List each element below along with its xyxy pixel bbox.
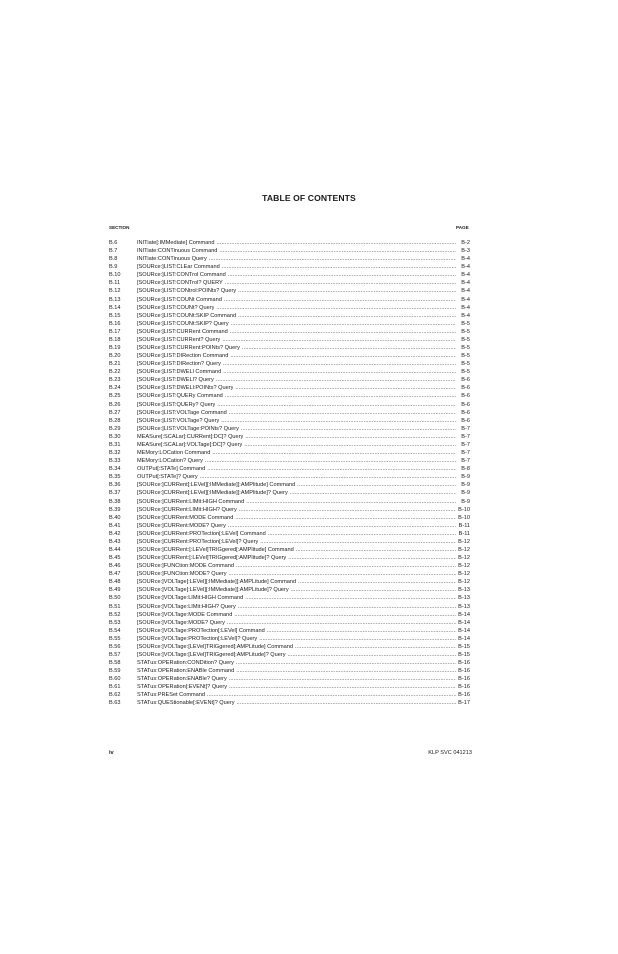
- toc-entry[interactable]: [109, 627, 470, 635]
- toc-entry-title: OUTPut[:STATe]? Query: [137, 474, 198, 481]
- toc-leader-dots: [239, 506, 456, 514]
- toc-entry-title: STATus:OPERation:ENABle? Query: [137, 676, 227, 683]
- toc-entry[interactable]: [109, 691, 470, 699]
- toc-leader-dots: [236, 659, 456, 667]
- toc-section-number: B.44: [109, 546, 121, 553]
- toc-leader-dots: [236, 562, 456, 570]
- toc-section-number: B.40: [109, 514, 121, 521]
- toc-entry[interactable]: [109, 514, 470, 522]
- toc-section-number: B.19: [109, 345, 121, 352]
- toc-entry[interactable]: [109, 546, 470, 554]
- toc-entry[interactable]: [109, 336, 470, 344]
- toc-entry-title: [SOURce:]CURRent:[:LEVel]TRIGgered[:AMPlitude]? Query: [137, 555, 287, 562]
- toc-entry-title: [SOURce:]CURRent:PROTection[:LEVel]? Query: [137, 538, 259, 545]
- toc-entry[interactable]: [109, 449, 470, 457]
- toc-section-number: B.16: [109, 320, 121, 327]
- toc-entry[interactable]: [109, 296, 470, 304]
- toc-section-number: B.15: [109, 312, 121, 319]
- toc-section-number: B.58: [109, 660, 121, 667]
- toc-leader-dots: [246, 498, 456, 506]
- toc-entry[interactable]: [109, 586, 470, 594]
- toc-entry-title: [SOURce:]CURRent:LIMit:HIGH? Query: [137, 506, 237, 513]
- toc-section-number: B.30: [109, 433, 121, 440]
- toc-section-number: B.63: [109, 700, 121, 707]
- toc-entry-title: [SOURce:]FUNCtion:MODE? Query: [137, 571, 227, 578]
- toc-page-number: B-11: [458, 522, 470, 529]
- toc-section-number: B.7: [109, 248, 118, 255]
- toc-page-number: B-13: [458, 603, 470, 610]
- toc-page-number: B-14: [458, 619, 470, 626]
- toc-page-number: B-5: [461, 369, 470, 376]
- toc-section-number: B.6: [109, 240, 118, 246]
- toc-page-number: B-9: [461, 474, 470, 481]
- toc-leader-dots: [297, 481, 456, 489]
- toc-entry-title: [SOURce:]LIST:VOLTage Command: [137, 409, 227, 416]
- toc-page-number: B-16: [458, 692, 470, 699]
- toc-entry-title: [SOURce:]LIST:VOLTage:POINts? Query: [137, 425, 239, 432]
- toc-entry[interactable]: [109, 304, 470, 312]
- toc-leader-dots: [223, 368, 456, 376]
- toc-entry[interactable]: [109, 344, 470, 352]
- toc-section-number: B.22: [109, 369, 121, 376]
- toc-page-number: B-5: [461, 336, 470, 343]
- toc-section-number: B.34: [109, 466, 121, 473]
- toc-page-number: B-5: [461, 353, 470, 360]
- page-title: TABLE OF CONTENTS: [262, 193, 356, 203]
- toc-page-number: B-8: [461, 466, 470, 473]
- toc-entry-title: [SOURce:]LIST:CONTrol Command: [137, 272, 226, 279]
- toc-leader-dots: [242, 344, 456, 352]
- toc-entry-title: STATus:OPERation:CONDition? Query: [137, 660, 234, 667]
- toc-leader-dots: [267, 627, 456, 635]
- toc-page-number: B-3: [461, 248, 470, 255]
- toc-page-number: B-4: [461, 272, 470, 279]
- toc-section-number: B.42: [109, 530, 121, 537]
- toc-page-number: B-15: [458, 651, 470, 658]
- toc-leader-dots: [245, 433, 456, 441]
- toc-section-number: B.12: [109, 288, 121, 295]
- toc-section-number: B.62: [109, 692, 121, 699]
- toc-page-number: B-4: [461, 296, 470, 303]
- toc-section-number: B.57: [109, 651, 121, 658]
- toc-leader-dots: [200, 473, 456, 481]
- toc-entry-title: [SOURce:]VOLTage:PROTection[:LEVel] Command: [137, 627, 265, 634]
- toc-entry[interactable]: [109, 401, 470, 409]
- toc-entry[interactable]: [109, 247, 470, 255]
- toc-section-number: B.13: [109, 296, 121, 303]
- toc-leader-dots: [241, 425, 456, 433]
- toc-entry-title: [SOURce:]CURRent[:LEVel][:IMMediate][:AMPlitude]? Query: [137, 490, 288, 497]
- toc-entry-title: [SOURce:]LIST:QUERy? Query: [137, 401, 216, 408]
- toc-section-number: B.36: [109, 482, 121, 489]
- toc-page-number: B-4: [461, 288, 470, 295]
- toc-section-number: B.56: [109, 643, 121, 650]
- toc-page-number: B-2: [461, 240, 470, 246]
- toc-entry[interactable]: [109, 279, 470, 287]
- toc-section-number: B.38: [109, 498, 121, 505]
- toc-page-number: B-4: [461, 280, 470, 287]
- toc-section-number: B.27: [109, 409, 121, 416]
- toc-entry[interactable]: [109, 570, 470, 578]
- toc-page-number: B-14: [458, 611, 470, 618]
- toc-leader-dots: [245, 594, 456, 602]
- toc-entry[interactable]: [109, 611, 470, 619]
- toc-entry[interactable]: [109, 263, 470, 271]
- toc-entry-title: [SOURce:]CURRent:LIMit:HIGH Command: [137, 498, 245, 505]
- toc-section-number: B.39: [109, 506, 121, 513]
- toc-page-number: B-7: [461, 425, 470, 432]
- toc-section-number: B.31: [109, 441, 121, 448]
- toc-leader-dots: [227, 619, 456, 627]
- toc-section-number: B.35: [109, 474, 121, 481]
- toc-section-number: B.17: [109, 328, 121, 335]
- toc-section-number: B.21: [109, 361, 121, 368]
- toc-entry[interactable]: [109, 481, 470, 489]
- toc-leader-dots: [296, 546, 456, 554]
- toc-leader-dots: [212, 449, 456, 457]
- toc-section-number: B.49: [109, 587, 121, 594]
- toc-section-number: B.50: [109, 595, 121, 602]
- toc-entry-title: [SOURce:]LIST:COUNt Command: [137, 296, 222, 303]
- toc-leader-dots: [259, 635, 456, 643]
- toc-leader-dots: [217, 401, 456, 409]
- toc-entry-title: [SOURce:]LIST:COUNt:SKIP? Query: [137, 320, 229, 327]
- toc-section-number: B.46: [109, 563, 121, 570]
- toc-leader-dots: [288, 651, 456, 659]
- toc-section-number: B.8: [109, 256, 118, 263]
- toc-entry-title: [SOURce:]CURRent:PROTection[:LEVel] Command: [137, 530, 266, 537]
- toc-page-number: B-10: [458, 506, 470, 513]
- toc-entry-title: [SOURce:]CURRent:MODE Command: [137, 514, 234, 521]
- toc-leader-dots: [238, 287, 456, 295]
- toc-page-number: B-12: [458, 538, 470, 545]
- toc-page-number: B-12: [458, 563, 470, 570]
- toc-leader-dots: [224, 296, 456, 304]
- toc-section-number: B.28: [109, 417, 121, 424]
- toc-page-number: B-5: [461, 328, 470, 335]
- toc-entry[interactable]: [109, 433, 470, 441]
- toc-entry-title: MEMory:LOCation Command: [137, 450, 211, 457]
- toc-entry-title: [SOURce:]LIST:DIRection? Query: [137, 361, 221, 368]
- toc-entry[interactable]: [109, 239, 470, 247]
- toc-entry-title: [SOURce:]LIST:CONtrol:POINts? Query: [137, 288, 237, 295]
- toc-leader-dots: [225, 392, 456, 400]
- toc-entry[interactable]: [109, 699, 470, 707]
- toc-page-number: B-6: [461, 393, 470, 400]
- toc-entry[interactable]: [109, 409, 470, 417]
- toc-section-number: B.33: [109, 458, 121, 465]
- toc-leader-dots: [216, 304, 456, 312]
- toc-entry-title: [SOURce:]LIST:CURRent Command: [137, 328, 228, 335]
- toc-page-number: B-5: [461, 361, 470, 368]
- toc-entry-title: MEASure[:SCALar]:CURRent[:DC]? Query: [137, 433, 244, 440]
- toc-page-number: B-9: [461, 482, 470, 489]
- toc-leader-dots: [228, 522, 456, 530]
- toc-section-number: B.60: [109, 676, 121, 683]
- toc-page-number: B-9: [461, 490, 470, 497]
- toc-entry-title: [SOURce:]VOLTage:LIMit:HIGH? Query: [137, 603, 236, 610]
- toc-section-number: B.53: [109, 619, 121, 626]
- toc-entry-title: [SOURce:]CURRent:[:LEVel]TRIGgered[:AMPlitude] Command: [137, 546, 294, 553]
- toc-leader-dots: [237, 699, 456, 707]
- toc-entry[interactable]: [109, 352, 470, 360]
- toc-entry[interactable]: [109, 384, 470, 392]
- toc-page-number: B-5: [461, 345, 470, 352]
- toc-page-number: B-7: [461, 450, 470, 457]
- toc-page-number: B-16: [458, 684, 470, 691]
- toc-page-number: B-5: [461, 320, 470, 327]
- toc-entry[interactable]: [109, 659, 470, 667]
- toc-page-number: B-7: [461, 458, 470, 465]
- toc-section-number: B.48: [109, 579, 121, 586]
- toc-entry[interactable]: [109, 506, 470, 514]
- toc-page-number: B-4: [461, 304, 470, 311]
- toc-leader-dots: [295, 643, 456, 651]
- toc-page-number: B-14: [458, 627, 470, 634]
- toc-section-number: B.51: [109, 603, 121, 610]
- toc-entry[interactable]: [109, 594, 470, 602]
- toc-leader-dots: [234, 611, 456, 619]
- toc-leader-dots: [229, 570, 456, 578]
- toc-leader-dots: [216, 376, 456, 384]
- toc-section-number: B.18: [109, 336, 121, 343]
- toc-entry-title: [SOURce:]LIST:COUNt:SKIP Command: [137, 312, 237, 319]
- toc-page-number: B-6: [461, 377, 470, 384]
- toc-entry[interactable]: [109, 376, 470, 384]
- toc-entry[interactable]: [109, 538, 470, 546]
- toc-leader-dots: [238, 312, 456, 320]
- toc-entry[interactable]: [109, 489, 470, 497]
- toc-entry[interactable]: [109, 675, 470, 683]
- toc-page-number: B-10: [458, 514, 470, 521]
- toc-leader-dots: [205, 457, 456, 465]
- toc-entry-title: [SOURce:]FUNCtion:MODE Command: [137, 563, 234, 570]
- toc-entry[interactable]: [109, 465, 470, 473]
- toc-entry-title: [SOURce:]LIST:VOLTage? Query: [137, 417, 220, 424]
- toc-entry-title: [SOURce:]VOLTage:MODE? Query: [137, 619, 225, 626]
- toc-entry[interactable]: [109, 667, 470, 675]
- toc-entry[interactable]: [109, 417, 470, 425]
- toc-entry-title: [SOURce:]LIST:DWELl? Query: [137, 377, 214, 384]
- toc-entry[interactable]: [109, 287, 470, 295]
- toc-entry-title: [SOURce:]LIST:DWELl Command: [137, 369, 222, 376]
- toc-leader-dots: [230, 352, 456, 360]
- toc-page-number: B-13: [458, 595, 470, 602]
- toc-leader-dots: [260, 538, 456, 546]
- toc-leader-dots: [217, 239, 456, 247]
- toc-section-number: B.24: [109, 385, 121, 392]
- toc-entry-title: [SOURce:]LIST:QUERy Command: [137, 393, 223, 400]
- toc-section-number: B.9: [109, 264, 118, 271]
- toc-entry-title: INITiate[:IMMediate] Command: [137, 240, 215, 246]
- toc-leader-dots: [221, 417, 456, 425]
- toc-entry[interactable]: [109, 643, 470, 651]
- toc-section-number: B.11: [109, 280, 121, 287]
- toc-page-number: B-12: [458, 579, 470, 586]
- toc-entry-title: [SOURce:]VOLTage:MODE Command: [137, 611, 233, 618]
- toc-page-number: B-12: [458, 555, 470, 562]
- toc-leader-dots: [231, 320, 456, 328]
- toc-page-number: B-14: [458, 635, 470, 642]
- toc-page-number: B-16: [458, 668, 470, 675]
- toc-leader-dots: [235, 514, 456, 522]
- toc-section-number: B.29: [109, 425, 121, 432]
- toc-entry[interactable]: [109, 360, 470, 368]
- toc-entry-title: [SOURce:]CURRent:MODE? Query: [137, 522, 226, 529]
- toc-section-number: B.10: [109, 272, 121, 279]
- toc-page-number: B-6: [461, 409, 470, 416]
- toc-entry[interactable]: [109, 425, 470, 433]
- toc-entry-title: [SOURce:]LIST:CURRent:POINts? Query: [137, 345, 240, 352]
- toc-entry-title: [SOURce:]VOLTage:LIMit:HIGH Command: [137, 595, 244, 602]
- toc-entry[interactable]: [109, 603, 470, 611]
- toc-entry-title: [SOURce:]VOLTage[:LEVel][:IMMediate][:AMPLitude] Command: [137, 579, 297, 586]
- toc-entry[interactable]: [109, 255, 470, 263]
- toc-entry-title: [SOURce:]LIST:CONTrol? QUERY: [137, 280, 223, 287]
- toc-page-number: B-7: [461, 433, 470, 440]
- toc-entry-title: [SOURce:]LIST:DWELl:POINts? Query: [137, 385, 234, 392]
- toc-entry[interactable]: [109, 368, 470, 376]
- toc-leader-dots: [229, 675, 456, 683]
- toc-page-number: B-6: [461, 401, 470, 408]
- toc-leader-dots: [230, 328, 456, 336]
- toc-entry[interactable]: [109, 578, 470, 586]
- toc-entry[interactable]: [109, 441, 470, 449]
- toc-entry-title: INITiate:CONTinuous Query: [137, 256, 207, 263]
- toc-page-number: B-4: [461, 312, 470, 319]
- toc-leader-dots: [298, 578, 456, 586]
- toc-section-number: B.26: [109, 401, 121, 408]
- toc-page-number: B-16: [458, 660, 470, 667]
- toc-entry[interactable]: [109, 498, 470, 506]
- toc-entry[interactable]: [109, 328, 470, 336]
- toc-entry-title: [SOURce:]VOLTage:[LEVel]TRIGgered[:AMPLitude] Command: [137, 643, 293, 650]
- toc-entry[interactable]: [109, 683, 470, 691]
- toc-leader-dots: [228, 271, 456, 279]
- toc-entry[interactable]: [109, 619, 470, 627]
- toc-page-number: B-4: [461, 256, 470, 263]
- toc-page-number: B-9: [461, 498, 470, 505]
- toc-entry-title: STATus:PRESet Command: [137, 692, 205, 699]
- toc-entry-title: [SOURce:]CURRent[:LEVel][:IMMediate][:AMPlitude] Command: [137, 482, 296, 489]
- toc-entry[interactable]: [109, 554, 470, 562]
- toc-leader-dots: [244, 441, 456, 449]
- toc-entry-title: [SOURce:]LIST:CLEar Command: [137, 264, 220, 271]
- toc-list: [109, 239, 470, 708]
- toc-page-number: B-17: [458, 700, 470, 707]
- toc-entry[interactable]: [109, 651, 470, 659]
- toc-section-number: B.37: [109, 490, 121, 497]
- toc-section-number: B.52: [109, 611, 121, 618]
- toc-entry[interactable]: [109, 312, 470, 320]
- toc-leader-dots: [207, 691, 456, 699]
- toc-page-number: B-16: [458, 676, 470, 683]
- toc-leader-dots: [209, 255, 456, 263]
- toc-leader-dots: [238, 603, 456, 611]
- toc-section-number: B.45: [109, 555, 121, 562]
- toc-page-number: B-13: [458, 587, 470, 594]
- page-column-header: PAGE: [456, 225, 469, 230]
- toc-section-number: B.54: [109, 627, 121, 634]
- toc-leader-dots: [225, 279, 456, 287]
- toc-section-number: B.20: [109, 353, 121, 360]
- toc-section-number: B.55: [109, 635, 121, 642]
- toc-section-number: B.47: [109, 571, 121, 578]
- toc-entry-title: [SOURce:]VOLTage[:LEVel][:IMMediate][:AMPLitude]? Query: [137, 587, 289, 594]
- page-number: iv: [109, 750, 114, 756]
- toc-entry[interactable]: [109, 562, 470, 570]
- toc-entry[interactable]: [109, 530, 470, 538]
- toc-page-number: B-4: [461, 264, 470, 271]
- toc-section-number: B.61: [109, 684, 121, 691]
- toc-leader-dots: [268, 530, 456, 538]
- document-code: KLP SVC 041213: [428, 750, 472, 756]
- toc-entry-title: STATus:OPERation:ENABle Command: [137, 668, 235, 675]
- toc-section-number: B.41: [109, 522, 121, 529]
- toc-section-number: B.14: [109, 304, 121, 311]
- toc-entry[interactable]: [109, 635, 470, 643]
- toc-page-number: B-7: [461, 441, 470, 448]
- toc-section-number: B.32: [109, 450, 121, 457]
- toc-leader-dots: [229, 409, 456, 417]
- toc-entry-title: [SOURce:]LIST:CURRent? Query: [137, 336, 221, 343]
- toc-leader-dots: [291, 586, 456, 594]
- toc-page-number: B-6: [461, 417, 470, 424]
- toc-entry[interactable]: [109, 320, 470, 328]
- toc-leader-dots: [223, 360, 456, 368]
- toc-leader-dots: [290, 489, 456, 497]
- toc-entry[interactable]: [109, 473, 470, 481]
- toc-section-number: B.43: [109, 538, 121, 545]
- toc-leader-dots: [219, 247, 456, 255]
- toc-leader-dots: [236, 667, 456, 675]
- toc-section-number: B.59: [109, 668, 121, 675]
- toc-entry-title: OUTPut[:STATe] Command: [137, 466, 206, 473]
- toc-leader-dots: [235, 384, 456, 392]
- toc-page-number: B-12: [458, 571, 470, 578]
- toc-leader-dots: [229, 683, 456, 691]
- toc-entry-title: STATus:OPERation[:EVENt]? Query: [137, 684, 228, 691]
- toc-leader-dots: [222, 336, 456, 344]
- toc-entry-title: [SOURce:]LIST:DIRection Command: [137, 353, 229, 360]
- toc-entry-title: [SOURce:]VOLTage:PROTection[:LEVel]? Query: [137, 635, 258, 642]
- toc-page-number: B-12: [458, 546, 470, 553]
- toc-section-number: B.23: [109, 377, 121, 384]
- toc-entry[interactable]: [109, 457, 470, 465]
- toc-leader-dots: [222, 263, 456, 271]
- toc-page-number: B-15: [458, 643, 470, 650]
- toc-page-number: B-6: [461, 385, 470, 392]
- toc-leader-dots: [207, 465, 456, 473]
- toc-leader-dots: [288, 554, 456, 562]
- toc-entry[interactable]: [109, 522, 470, 530]
- toc-entry-title: INITiate:CONTinuous Command: [137, 248, 218, 255]
- toc-entry-title: MEMory:LOCation? Query: [137, 458, 203, 465]
- toc-entry-title: [SOURce:]VOLTage:[LEVel]TRIGgered[:AMPLitude]? Query: [137, 651, 286, 658]
- toc-entry-title: STATus:QUEStionable[:EVENt]? Query: [137, 700, 235, 707]
- toc-entry[interactable]: [109, 392, 470, 400]
- section-column-header: SECTION: [109, 225, 130, 230]
- toc-entry-title: MEASure[:SCALar]:VOLTage[:DC]? Query: [137, 441, 243, 448]
- toc-section-number: B.25: [109, 393, 121, 400]
- toc-entry[interactable]: [109, 271, 470, 279]
- toc-entry-title: [SOURce:]LIST:COUNt? Query: [137, 304, 215, 311]
- toc-page-number: B-11: [458, 530, 470, 537]
